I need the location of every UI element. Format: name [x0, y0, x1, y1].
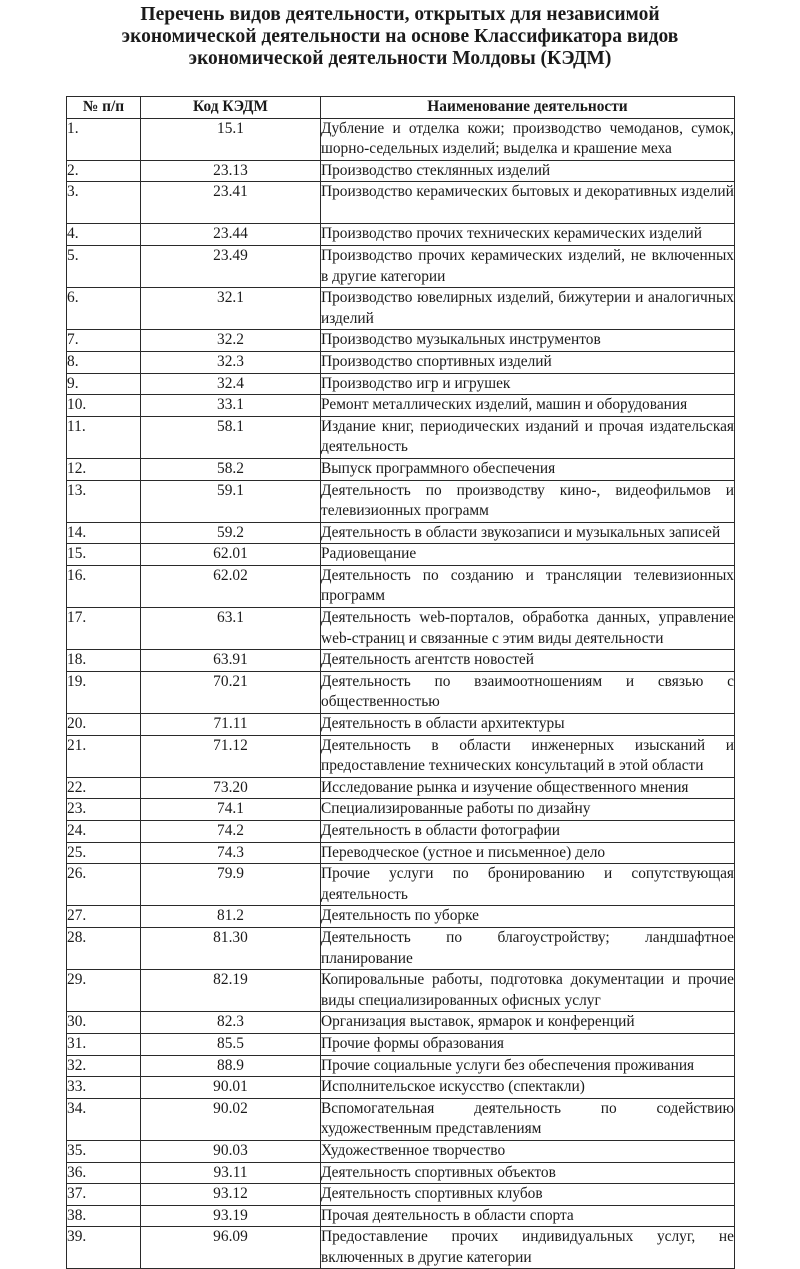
- row-code: 32.2: [141, 330, 321, 352]
- row-number: 15.: [67, 544, 141, 566]
- row-activity-name: Деятельность web-порталов, обработка данных, управление web-страниц и связанные с этим виды деятельности: [321, 608, 735, 650]
- table-row: [67, 522, 735, 544]
- table-row: [67, 1162, 735, 1184]
- row-code: 59.1: [141, 480, 321, 522]
- row-code: 23.49: [141, 245, 321, 287]
- table-row: [67, 1184, 735, 1206]
- table-row: [67, 544, 735, 566]
- row-code: 63.91: [141, 650, 321, 672]
- header-number: № п/п: [67, 97, 141, 119]
- row-code: 32.1: [141, 288, 321, 330]
- row-number: 36.: [67, 1162, 141, 1184]
- row-activity-name: Деятельность по производству кино-, видеофильмов и телевизионных программ: [321, 480, 735, 522]
- table-row: [67, 1205, 735, 1227]
- row-number: 7.: [67, 330, 141, 352]
- row-activity-name: Издание книг, периодических изданий и прочая издательская деятельность: [321, 416, 735, 458]
- table-row: [67, 650, 735, 672]
- row-code: 96.09: [141, 1227, 321, 1269]
- table-row: [67, 799, 735, 821]
- activities-table: [66, 96, 735, 1269]
- title-line: Перечень видов деятельности, открытых для независимой: [140, 4, 660, 25]
- row-code: 74.3: [141, 842, 321, 864]
- row-code: 70.21: [141, 671, 321, 713]
- row-activity-name: Деятельность по созданию и трансляции телевизионных программ: [321, 565, 735, 607]
- row-number: 32.: [67, 1055, 141, 1077]
- row-code: 15.1: [141, 118, 321, 160]
- row-code: 93.19: [141, 1205, 321, 1227]
- row-code: 93.11: [141, 1162, 321, 1184]
- table-row: [67, 608, 735, 650]
- table-row: [67, 906, 735, 928]
- row-number: 30.: [67, 1012, 141, 1034]
- table-row: [67, 735, 735, 777]
- row-activity-name: Производство музыкальных инструментов: [321, 330, 735, 352]
- table-row: [67, 1140, 735, 1162]
- table-row: [67, 1033, 735, 1055]
- row-number: 25.: [67, 842, 141, 864]
- row-activity-name: Копировальные работы, подготовка документации и прочие виды специализированных офисных услуг: [321, 970, 735, 1012]
- row-number: 23.: [67, 799, 141, 821]
- row-code: 58.2: [141, 458, 321, 480]
- row-activity-name: Производство спортивных изделий: [321, 351, 735, 373]
- row-number: 2.: [67, 160, 141, 182]
- row-code: 62.02: [141, 565, 321, 607]
- row-code: 81.30: [141, 927, 321, 969]
- row-code: 32.3: [141, 351, 321, 373]
- table-row: [67, 351, 735, 373]
- row-number: 14.: [67, 522, 141, 544]
- row-activity-name: Художественное творчество: [321, 1140, 735, 1162]
- row-code: 79.9: [141, 864, 321, 906]
- table-row: [67, 160, 735, 182]
- row-activity-name: Деятельность в области фотографии: [321, 821, 735, 843]
- row-code: 90.02: [141, 1098, 321, 1140]
- row-activity-name: Деятельность по взаимоотношениям и связью с общественностью: [321, 671, 735, 713]
- row-activity-name: Переводческое (устное и письменное) дело: [321, 842, 735, 864]
- row-activity-name: Деятельность по благоустройству; ландшафтное планирование: [321, 927, 735, 969]
- title-line: экономической деятельности на основе Классификатора видов: [121, 26, 679, 47]
- row-code: 90.03: [141, 1140, 321, 1162]
- row-code: 33.1: [141, 395, 321, 417]
- row-number: 20.: [67, 714, 141, 736]
- table-row: [67, 671, 735, 713]
- row-number: 37.: [67, 1184, 141, 1206]
- table-row: [67, 1227, 735, 1269]
- row-activity-name: Организация выставок, ярмарок и конференций: [321, 1012, 735, 1034]
- document-title: [60, 4, 740, 70]
- row-activity-name: Деятельность по уборке: [321, 906, 735, 928]
- table-row: [67, 970, 735, 1012]
- table-row: [67, 182, 735, 224]
- row-activity-name: Выпуск программного обеспечения: [321, 458, 735, 480]
- row-activity-name: Прочая деятельность в области спорта: [321, 1205, 735, 1227]
- row-activity-name: Специализированные работы по дизайну: [321, 799, 735, 821]
- row-activity-name: Прочие услуги по бронированию и сопутствующая деятельность: [321, 864, 735, 906]
- table-row: [67, 373, 735, 395]
- row-number: 1.: [67, 118, 141, 160]
- table-row: [67, 842, 735, 864]
- row-number: 21.: [67, 735, 141, 777]
- row-code: 23.13: [141, 160, 321, 182]
- row-number: 5.: [67, 245, 141, 287]
- header-activity-name: Наименование деятельности: [321, 97, 735, 119]
- table-body: [67, 118, 735, 1269]
- table-row: [67, 395, 735, 417]
- row-code: 82.3: [141, 1012, 321, 1034]
- row-activity-name: Деятельность спортивных объектов: [321, 1162, 735, 1184]
- row-code: 88.9: [141, 1055, 321, 1077]
- table-row: [67, 927, 735, 969]
- row-number: 11.: [67, 416, 141, 458]
- row-number: 8.: [67, 351, 141, 373]
- row-activity-name: Прочие формы образования: [321, 1033, 735, 1055]
- row-code: 62.01: [141, 544, 321, 566]
- row-activity-name: Дубление и отделка кожи; производство чемоданов, сумок, шорно-седельных изделий; выделка и крашение меха: [321, 118, 735, 160]
- row-code: 74.1: [141, 799, 321, 821]
- row-code: 58.1: [141, 416, 321, 458]
- row-number: 33.: [67, 1077, 141, 1099]
- row-activity-name: Производство игр и игрушек: [321, 373, 735, 395]
- row-activity-name: Деятельность в области инженерных изысканий и предоставление технических консультаций в этой области: [321, 735, 735, 777]
- table-row: [67, 458, 735, 480]
- row-activity-name: Радиовещание: [321, 544, 735, 566]
- row-number: 29.: [67, 970, 141, 1012]
- table-row: [67, 288, 735, 330]
- row-activity-name: Производство ювелирных изделий, бижутерии и аналогичных изделий: [321, 288, 735, 330]
- row-number: 34.: [67, 1098, 141, 1140]
- row-code: 93.12: [141, 1184, 321, 1206]
- table-row: [67, 821, 735, 843]
- row-number: 38.: [67, 1205, 141, 1227]
- table-row: [67, 118, 735, 160]
- row-code: 71.11: [141, 714, 321, 736]
- table-row: [67, 1098, 735, 1140]
- row-activity-name: Вспомогательная деятельность по содействию художественным представлениям: [321, 1098, 735, 1140]
- table-row: [67, 777, 735, 799]
- row-number: 16.: [67, 565, 141, 607]
- row-code: 73.20: [141, 777, 321, 799]
- row-code: 90.01: [141, 1077, 321, 1099]
- row-number: 35.: [67, 1140, 141, 1162]
- row-number: 12.: [67, 458, 141, 480]
- row-code: 81.2: [141, 906, 321, 928]
- table-row: [67, 480, 735, 522]
- row-activity-name: Производство прочих керамических изделий, не включенных в другие категории: [321, 245, 735, 287]
- row-activity-name: Производство стеклянных изделий: [321, 160, 735, 182]
- table-header-row: [67, 97, 735, 119]
- row-number: 31.: [67, 1033, 141, 1055]
- row-number: 10.: [67, 395, 141, 417]
- table-row: [67, 864, 735, 906]
- row-activity-name: Деятельность в области звукозаписи и музыкальных записей: [321, 522, 735, 544]
- row-code: 59.2: [141, 522, 321, 544]
- row-activity-name: Деятельность в области архитектуры: [321, 714, 735, 736]
- row-number: 6.: [67, 288, 141, 330]
- row-number: 27.: [67, 906, 141, 928]
- row-activity-name: Прочие социальные услуги без обеспечения проживания: [321, 1055, 735, 1077]
- row-code: 82.19: [141, 970, 321, 1012]
- row-number: 17.: [67, 608, 141, 650]
- table-row: [67, 1055, 735, 1077]
- row-activity-name: Ремонт металлических изделий, машин и оборудования: [321, 395, 735, 417]
- row-code: 74.2: [141, 821, 321, 843]
- table-row: [67, 330, 735, 352]
- table-row: [67, 1012, 735, 1034]
- row-number: 18.: [67, 650, 141, 672]
- row-number: 28.: [67, 927, 141, 969]
- title-line: экономической деятельности Молдовы (КЭДМ): [188, 48, 612, 69]
- row-number: 9.: [67, 373, 141, 395]
- header-code: Код КЭДМ: [141, 97, 321, 119]
- row-code: 32.4: [141, 373, 321, 395]
- row-code: 71.12: [141, 735, 321, 777]
- row-number: 22.: [67, 777, 141, 799]
- row-activity-name: Деятельность спортивных клубов: [321, 1184, 735, 1206]
- row-activity-name: Исполнительское искусство (спектакли): [321, 1077, 735, 1099]
- row-number: 3.: [67, 182, 141, 224]
- table-row: [67, 416, 735, 458]
- row-activity-name: Производство керамических бытовых и декоративных изделий: [321, 182, 735, 224]
- row-activity-name: Деятельность агентств новостей: [321, 650, 735, 672]
- row-code: 23.44: [141, 224, 321, 246]
- row-code: 63.1: [141, 608, 321, 650]
- row-number: 24.: [67, 821, 141, 843]
- row-number: 4.: [67, 224, 141, 246]
- row-code: 85.5: [141, 1033, 321, 1055]
- row-number: 39.: [67, 1227, 141, 1269]
- row-activity-name: Производство прочих технических керамических изделий: [321, 224, 735, 246]
- table-row: [67, 245, 735, 287]
- row-number: 26.: [67, 864, 141, 906]
- row-activity-name: Исследование рынка и изучение общественного мнения: [321, 777, 735, 799]
- row-code: 23.41: [141, 182, 321, 224]
- table-row: [67, 224, 735, 246]
- table-row: [67, 714, 735, 736]
- table-row: [67, 1077, 735, 1099]
- row-activity-name: Предоставление прочих индивидуальных услуг, не включенных в другие категории: [321, 1227, 735, 1269]
- table-row: [67, 565, 735, 607]
- row-number: 19.: [67, 671, 141, 713]
- row-number: 13.: [67, 480, 141, 522]
